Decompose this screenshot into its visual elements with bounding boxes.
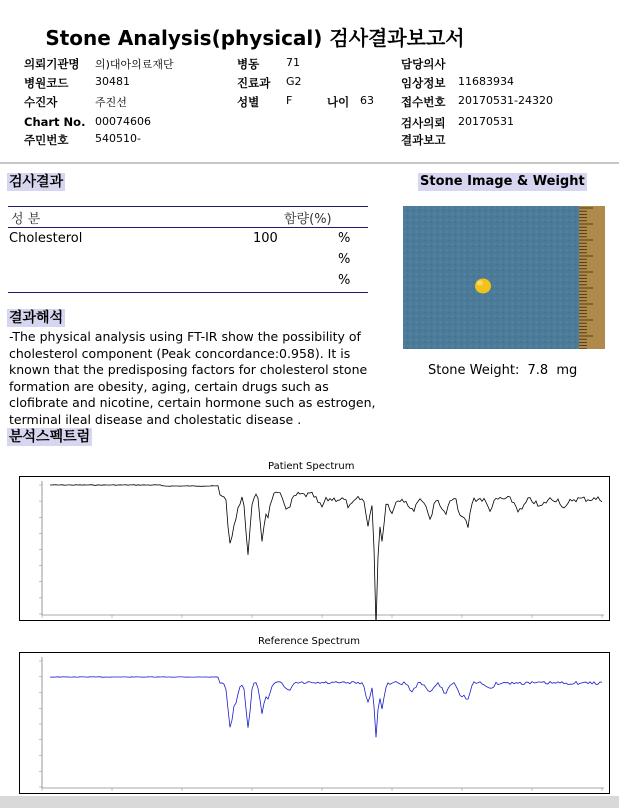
clinical-label: 임상정보 (401, 76, 446, 90)
results-section-title: 검사결과 (9, 174, 64, 190)
resident-no-value: 540510- (95, 132, 141, 145)
reference-spectrum-line (50, 677, 602, 738)
age-label: 나이 (327, 95, 350, 109)
report-field (401, 132, 445, 148)
hospital-code-label: 병원코드 (24, 76, 69, 90)
patient-spectrum-chart (19, 476, 610, 621)
receipt-label: 접수번호 (401, 95, 446, 109)
table-bottom-rule (8, 292, 368, 293)
institution-value: 의)대아의료재단 (95, 58, 174, 71)
patient-label: 수진자 (24, 95, 58, 109)
report-title: Stone Analysis(physical) 검사결과보고서 (45, 26, 465, 50)
table-header-rule (8, 227, 368, 228)
patient-value: 주진선 (95, 96, 127, 109)
dept-value: G2 (286, 75, 302, 88)
receipt-value: 20170531-24320 (458, 94, 553, 107)
hospital-code-value: 30481 (95, 75, 130, 88)
result-unit: % (338, 273, 351, 288)
patient-spectrum-title: Patient Spectrum (268, 461, 355, 472)
result-component: Cholesterol (9, 231, 83, 246)
stone-weight (428, 363, 577, 378)
chart-no-value: 00074606 (95, 115, 151, 128)
clinical-field (401, 75, 514, 91)
resident-no-label: 주민번호 (24, 133, 69, 147)
hospital-code-field (24, 75, 130, 91)
doctor-label: 담당의사 (401, 57, 446, 71)
resident-no-field (24, 132, 141, 148)
reference-spectrum-plot (20, 653, 609, 793)
content-column-header: 함량(%) (284, 212, 332, 227)
institution-field (24, 56, 174, 72)
spectrum-section-title: 분석스펙트럼 (9, 429, 91, 445)
chart-no-label: Chart No. (24, 115, 86, 129)
table-top-rule (8, 206, 368, 207)
stone-weight-unit: mg (556, 363, 578, 378)
sex-value: F (286, 94, 293, 107)
reference-spectrum-chart (19, 652, 610, 794)
result-unit: % (338, 231, 351, 246)
stone-photo (403, 206, 605, 349)
patient-field (24, 94, 127, 110)
header-divider (0, 162, 619, 164)
dept-field (237, 75, 302, 91)
result-value: 100 (253, 231, 278, 246)
doctor-field (401, 56, 445, 72)
stone-section-title: Stone Image & Weight (420, 174, 585, 189)
reference-spectrum-title: Reference Spectrum (258, 636, 360, 647)
stone-weight-label: Stone Weight: (428, 363, 520, 378)
patient-spectrum-plot (20, 477, 609, 620)
receipt-field (401, 94, 553, 110)
stone-specimen (475, 279, 491, 294)
sex-field (237, 94, 293, 110)
ward-value: 71 (286, 56, 300, 69)
request-label: 검사의뢰 (401, 116, 446, 130)
sex-label: 성별 (237, 95, 260, 109)
interpretation-section-title: 결과해석 (9, 310, 64, 326)
request-value: 20170531 (458, 115, 514, 128)
age-field (327, 94, 374, 110)
stone-weight-value: 7.8 (527, 363, 549, 378)
report-label: 결과보고 (401, 133, 446, 147)
interpretation-text: -The physical analysis using FT-IR show the possibility of cholesterol component (Peak concordance:0.958). It is known that the predisposing factors for cholesterol stone formation are obesity, aging, certain drugs such as clofibrate and nicotine, certain hormone such as estrogen, terminal ileal disease and cholestatic disease . (9, 329, 376, 427)
age-value: 63 (360, 94, 374, 107)
request-field (401, 115, 514, 131)
component-column-header: 성 분 (11, 212, 41, 227)
footer-bar (0, 796, 619, 808)
ward-label: 병동 (237, 57, 260, 71)
chart-no-field (24, 115, 151, 129)
result-unit: % (338, 252, 351, 267)
clinical-value: 11683934 (458, 75, 514, 88)
patient-spectrum-line (50, 485, 602, 620)
dept-label: 진료과 (237, 76, 271, 90)
institution-label: 의뢰기관명 (24, 57, 80, 71)
ward-field (237, 56, 300, 72)
stone-photo-graphic (403, 206, 605, 349)
